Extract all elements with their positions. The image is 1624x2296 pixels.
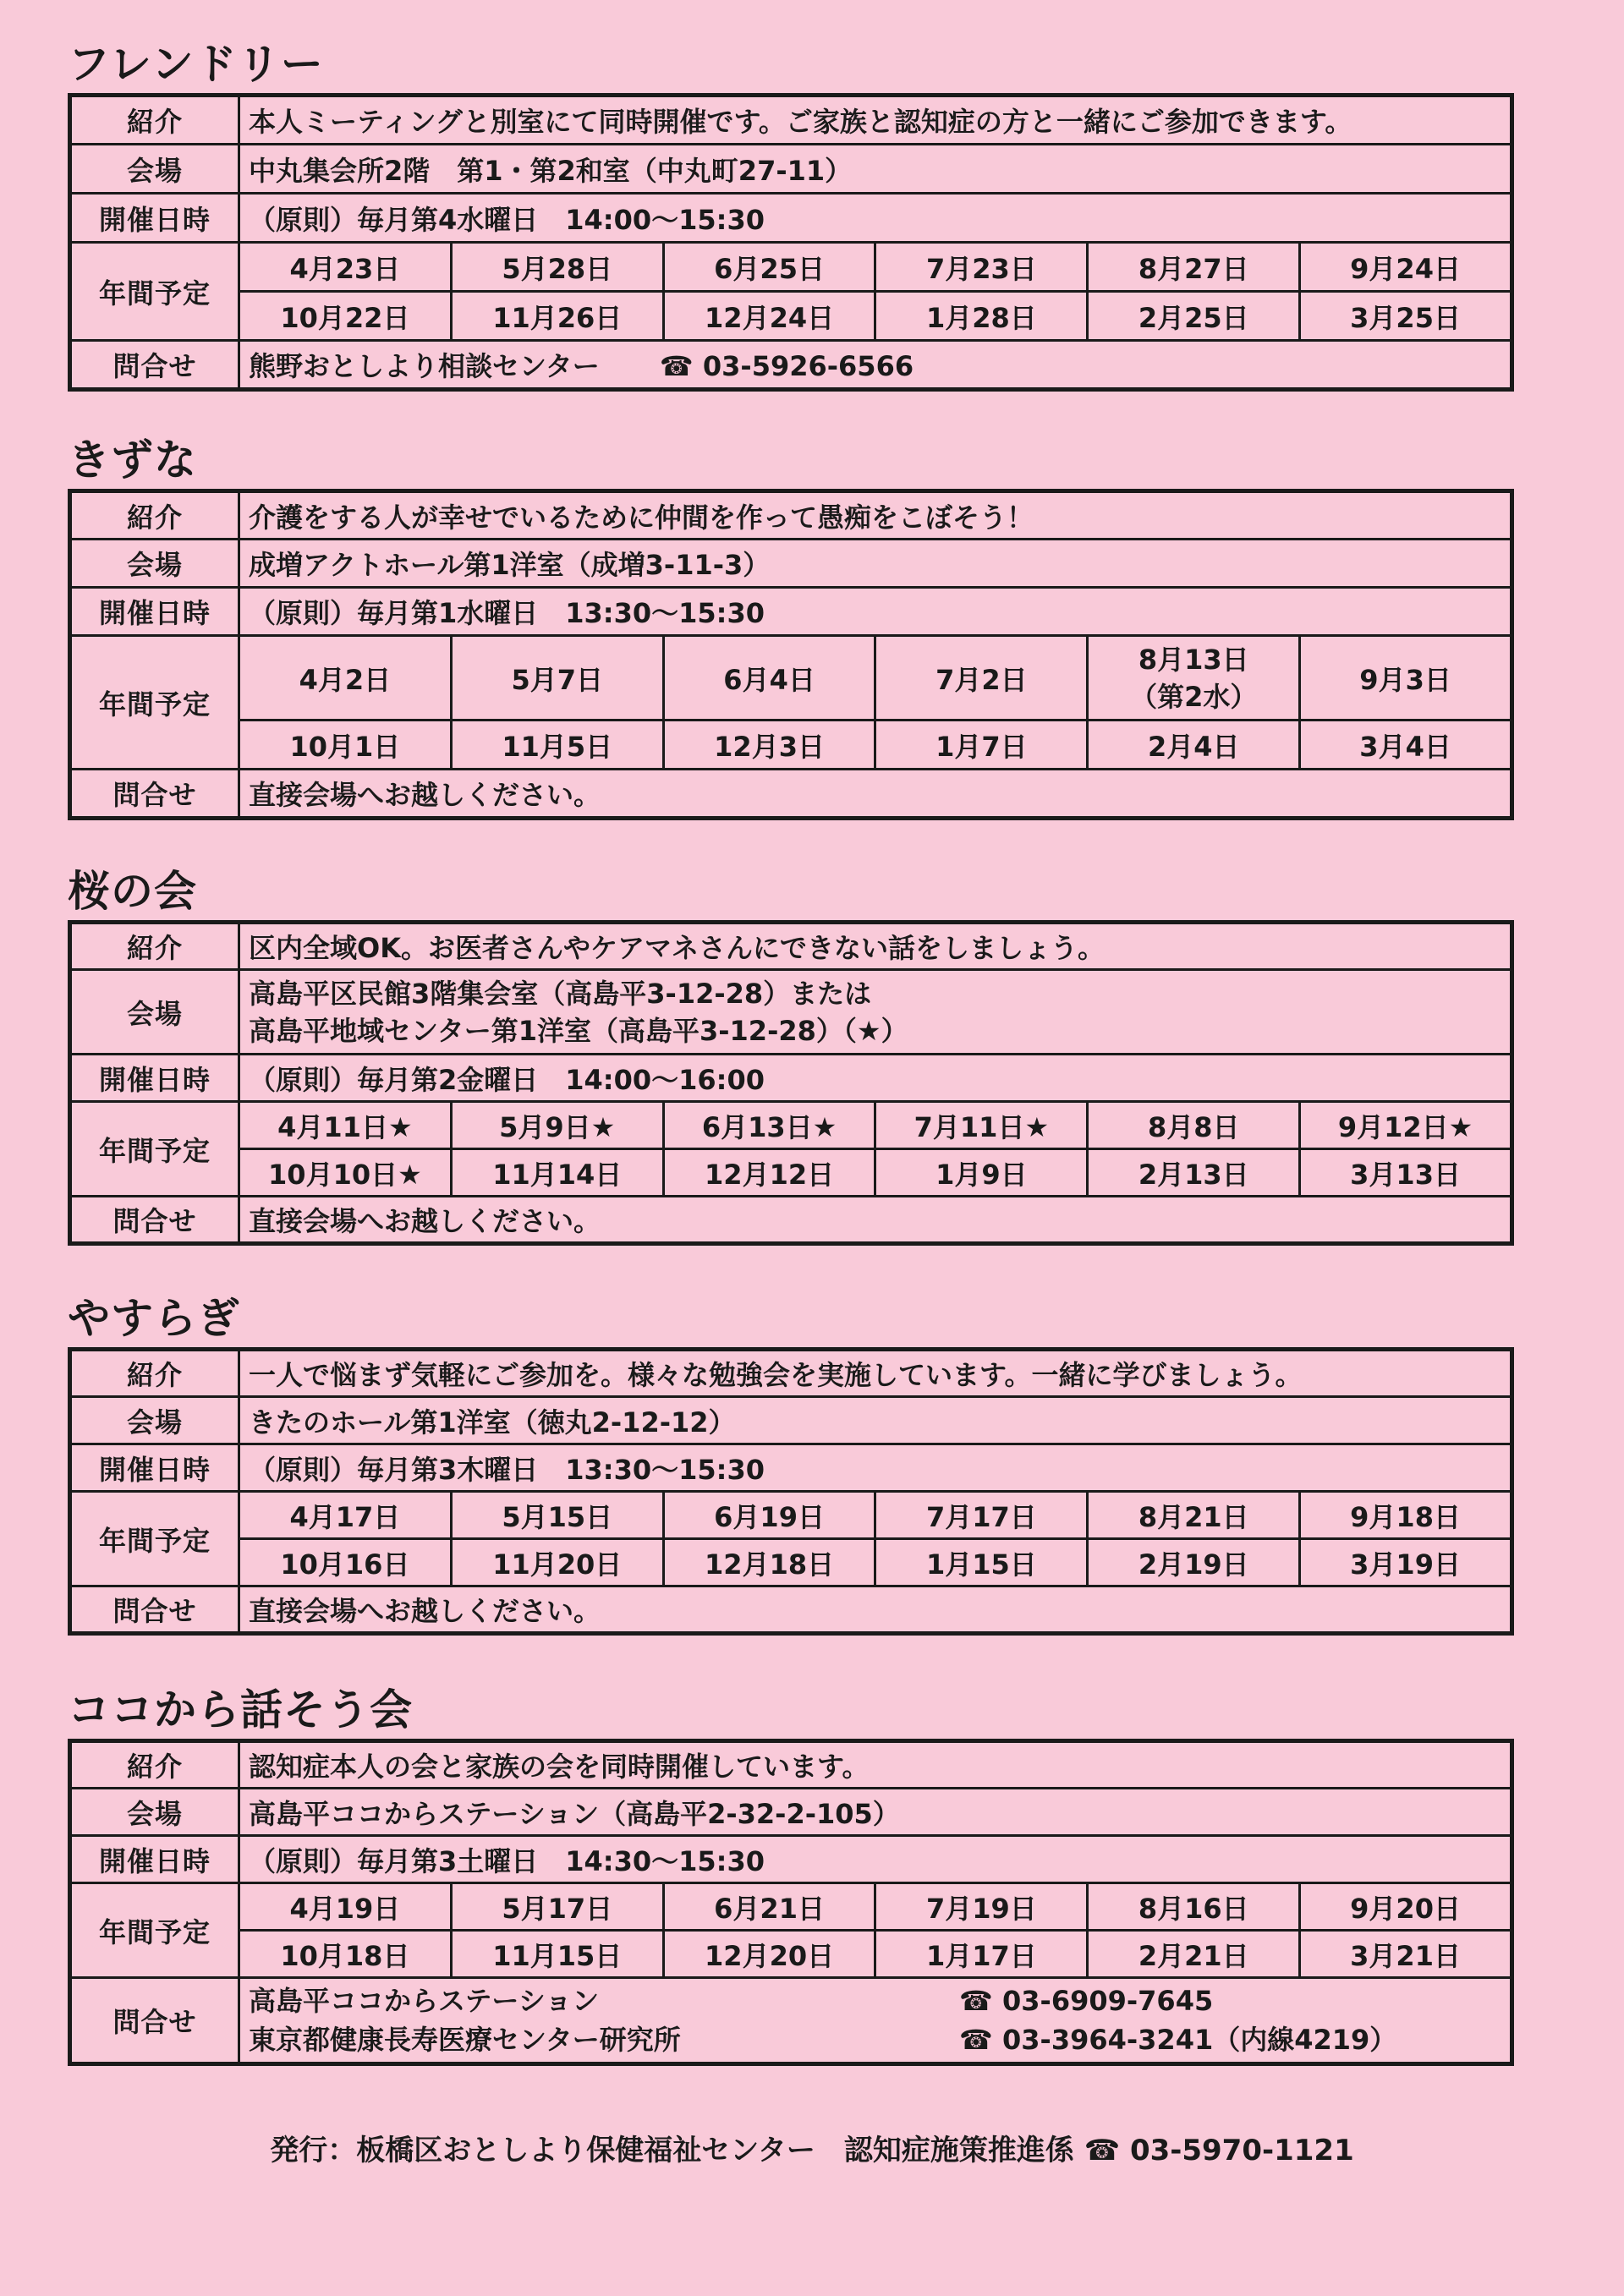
schedule-date: 11月20日	[451, 1539, 663, 1586]
label-contact: 問合せ	[70, 1197, 239, 1244]
intro-text: 本人ミーティングと別室にて同時開催です。ご家族と認知症の方と一緒にご参加できます。	[239, 96, 1512, 145]
schedule-date: 4月23日	[239, 243, 452, 292]
group-yasuragi	[68, 1290, 1514, 1636]
intro-text: 認知症本人の会と家族の会を同時開催しています。	[239, 1741, 1512, 1789]
group-title: きずな	[68, 436, 197, 485]
schedule-date: 11月26日	[451, 292, 663, 341]
label-contact: 問合せ	[70, 770, 239, 819]
group-table	[68, 1739, 1514, 2066]
contact-name: 直接会場へお越しください。	[239, 770, 1512, 819]
group-kokokara	[68, 1681, 1514, 2066]
schedule-date: 1月28日	[875, 292, 1088, 341]
label-contact: 問合せ	[70, 1586, 239, 1634]
label-venue: 会場	[70, 1789, 239, 1836]
schedule-date: 4月19日	[239, 1883, 452, 1931]
schedule-date: 3月21日	[1300, 1931, 1512, 1978]
schedule-date: 3月4日	[1300, 721, 1512, 770]
schedule-date: 6月19日	[663, 1492, 875, 1539]
schedule-date: 9月12日★	[1300, 1102, 1512, 1149]
schedule-date: 1月7日	[875, 721, 1088, 770]
group-table	[68, 489, 1514, 820]
schedule-date: 9月24日	[1300, 243, 1512, 292]
schedule-date: 1月9日	[875, 1149, 1088, 1197]
schedule-date: 2月4日	[1088, 721, 1300, 770]
label-schedule: 年間予定	[70, 243, 239, 341]
schedule-date: 2月21日	[1088, 1931, 1300, 1978]
schedule-date: 12月24日	[663, 292, 875, 341]
schedule-date: 5月28日	[451, 243, 663, 292]
schedule-date-note: （第2水）	[1130, 680, 1258, 713]
schedule-date: 11月5日	[451, 721, 663, 770]
label-intro: 紹介	[70, 923, 239, 970]
schedule-date: 4月17日	[239, 1492, 452, 1539]
label-datetime: 開催日時	[70, 194, 239, 243]
schedule-date: 3月25日	[1300, 292, 1512, 341]
venue-text: 高島平ココからステーション（高島平2-32-2-105）	[239, 1789, 1512, 1836]
intro-text: 介護をする人が幸せでいるために仲間を作って愚痴をこぼそう！	[239, 491, 1512, 540]
contact-tel: 03-3964-3241（内線4219）	[1002, 2024, 1397, 2056]
venue-text: 成増アクトホール第1洋室（成増3-11-3）	[239, 540, 1512, 588]
schedule-date: 7月11日★	[875, 1102, 1088, 1149]
schedule-date: 5月7日	[451, 636, 663, 721]
group-kizuna	[68, 431, 1514, 820]
group-title: やすらぎ	[68, 1294, 240, 1343]
venue-text: きたのホール第1洋室（徳丸2-12-12）	[239, 1397, 1512, 1444]
label-venue: 会場	[70, 1397, 239, 1444]
schedule-date: 12月12日	[663, 1149, 875, 1197]
label-contact: 問合せ	[70, 341, 239, 390]
schedule-date-with-note	[1088, 636, 1300, 721]
label-venue: 会場	[70, 970, 239, 1055]
contact-name: 高島平ココからステーション	[249, 1985, 600, 2017]
schedule-date: 9月3日	[1300, 636, 1512, 721]
schedule-date: 1月17日	[875, 1931, 1088, 1978]
schedule-date: 9月18日	[1300, 1492, 1512, 1539]
venue-line: 高島平地域センター第1洋室（高島平3-12-28）（★）	[249, 1014, 908, 1047]
schedule-date: 7月23日	[875, 243, 1088, 292]
schedule-date: 5月15日	[451, 1492, 663, 1539]
label-intro: 紹介	[70, 491, 239, 540]
schedule-date: 10月22日	[239, 292, 452, 341]
schedule-date: 2月19日	[1088, 1539, 1300, 1586]
schedule-date: 6月4日	[663, 636, 875, 721]
schedule-date: 8月27日	[1088, 243, 1300, 292]
label-contact: 問合せ	[70, 1978, 239, 2064]
publisher-footer	[0, 2127, 1624, 2168]
label-schedule: 年間予定	[70, 1492, 239, 1586]
schedule-date: 10月16日	[239, 1539, 452, 1586]
schedule-date: 7月19日	[875, 1883, 1088, 1931]
schedule-date: 10月10日★	[239, 1149, 452, 1197]
contact-cell	[239, 1978, 1512, 2064]
datetime-text: （原則）毎月第1水曜日 13:30〜15:30	[239, 588, 1512, 636]
schedule-date: 12月18日	[663, 1539, 875, 1586]
contact-name: 直接会場へお越しください。	[239, 1197, 1512, 1244]
schedule-date: 7月2日	[875, 636, 1088, 721]
schedule-date: 6月13日★	[663, 1102, 875, 1149]
datetime-text: （原則）毎月第3土曜日 14:30〜15:30	[239, 1836, 1512, 1883]
datetime-text: （原則）毎月第4水曜日 14:00〜15:30	[239, 194, 1512, 243]
label-schedule: 年間予定	[70, 1102, 239, 1197]
contact-tel: 03-6909-7645	[1002, 1985, 1214, 2017]
schedule-date: 3月19日	[1300, 1539, 1512, 1586]
contact-name: 直接会場へお越しください。	[239, 1586, 1512, 1634]
contact-tel: 03-5926-6566	[702, 350, 914, 382]
schedule-date: 8月8日	[1088, 1102, 1300, 1149]
datetime-text: （原則）毎月第2金曜日 14:00〜16:00	[239, 1055, 1512, 1102]
schedule-date: 8月13日	[1138, 643, 1249, 676]
label-venue: 会場	[70, 540, 239, 588]
schedule-date: 10月1日	[239, 721, 452, 770]
schedule-date: 2月13日	[1088, 1149, 1300, 1197]
group-table	[68, 920, 1514, 1246]
group-sakura	[68, 863, 1514, 1246]
schedule-date: 12月20日	[663, 1931, 875, 1978]
label-schedule: 年間予定	[70, 1883, 239, 1978]
label-datetime: 開催日時	[70, 1836, 239, 1883]
schedule-date: 7月17日	[875, 1492, 1088, 1539]
group-table	[68, 93, 1514, 392]
contact-line	[249, 2020, 1501, 2059]
phone-icon: ☎	[959, 2024, 993, 2056]
group-title: ココから話そう会	[68, 1685, 413, 1734]
schedule-date: 1月15日	[875, 1539, 1088, 1586]
venue-line: 高島平区民館3階集会室（高島平3-12-28）または	[249, 977, 872, 1010]
intro-text: 区内全域OK。お医者さんやケアマネさんにできない話をしましょう。	[239, 923, 1512, 970]
group-title: 桜の会	[68, 867, 197, 916]
schedule-date: 6月25日	[663, 243, 875, 292]
schedule-date: 9月20日	[1300, 1883, 1512, 1931]
phone-icon: ☎	[959, 1985, 993, 2017]
schedule-date: 12月3日	[663, 721, 875, 770]
schedule-date: 5月17日	[451, 1883, 663, 1931]
label-intro: 紹介	[70, 1741, 239, 1789]
label-intro: 紹介	[70, 96, 239, 145]
contact-name: 東京都健康長寿医療センター研究所	[249, 2024, 681, 2056]
schedule-date: 3月13日	[1300, 1149, 1512, 1197]
schedule-date: 11月14日	[451, 1149, 663, 1197]
schedule-date: 4月11日★	[239, 1102, 452, 1149]
phone-icon: ☎	[659, 350, 694, 382]
group-title: フレンドリー	[68, 40, 324, 89]
footer-tel: 03-5970-1121	[1129, 2134, 1354, 2167]
schedule-date: 8月21日	[1088, 1492, 1300, 1539]
schedule-date: 4月2日	[239, 636, 452, 721]
label-schedule: 年間予定	[70, 636, 239, 770]
label-intro: 紹介	[70, 1350, 239, 1397]
venue-text: 中丸集会所2階 第1・第2和室（中丸町27-11）	[239, 145, 1512, 194]
datetime-text: （原則）毎月第3木曜日 13:30〜15:30	[239, 1444, 1512, 1492]
group-friendly	[68, 36, 1514, 392]
label-datetime: 開催日時	[70, 1444, 239, 1492]
label-venue: 会場	[70, 145, 239, 194]
contact-line	[249, 1981, 1501, 2020]
schedule-date: 8月16日	[1088, 1883, 1300, 1931]
contact-cell	[239, 341, 1512, 390]
contact-name: 熊野おとしより相談センター	[249, 350, 600, 382]
schedule-date: 6月21日	[663, 1883, 875, 1931]
schedule-date: 5月9日★	[451, 1102, 663, 1149]
schedule-date: 10月18日	[239, 1931, 452, 1978]
phone-icon: ☎	[1084, 2134, 1121, 2167]
schedule-date: 2月25日	[1088, 292, 1300, 341]
group-table	[68, 1347, 1514, 1636]
footer-text: 発行：板橋区おとしより保健福祉センター 認知症施策推進係	[270, 2134, 1074, 2167]
label-datetime: 開催日時	[70, 1055, 239, 1102]
venue-text	[239, 970, 1512, 1055]
schedule-date: 11月15日	[451, 1931, 663, 1978]
intro-text: 一人で悩まず気軽にご参加を。様々な勉強会を実施しています。一緒に学びましょう。	[239, 1350, 1512, 1397]
label-datetime: 開催日時	[70, 588, 239, 636]
